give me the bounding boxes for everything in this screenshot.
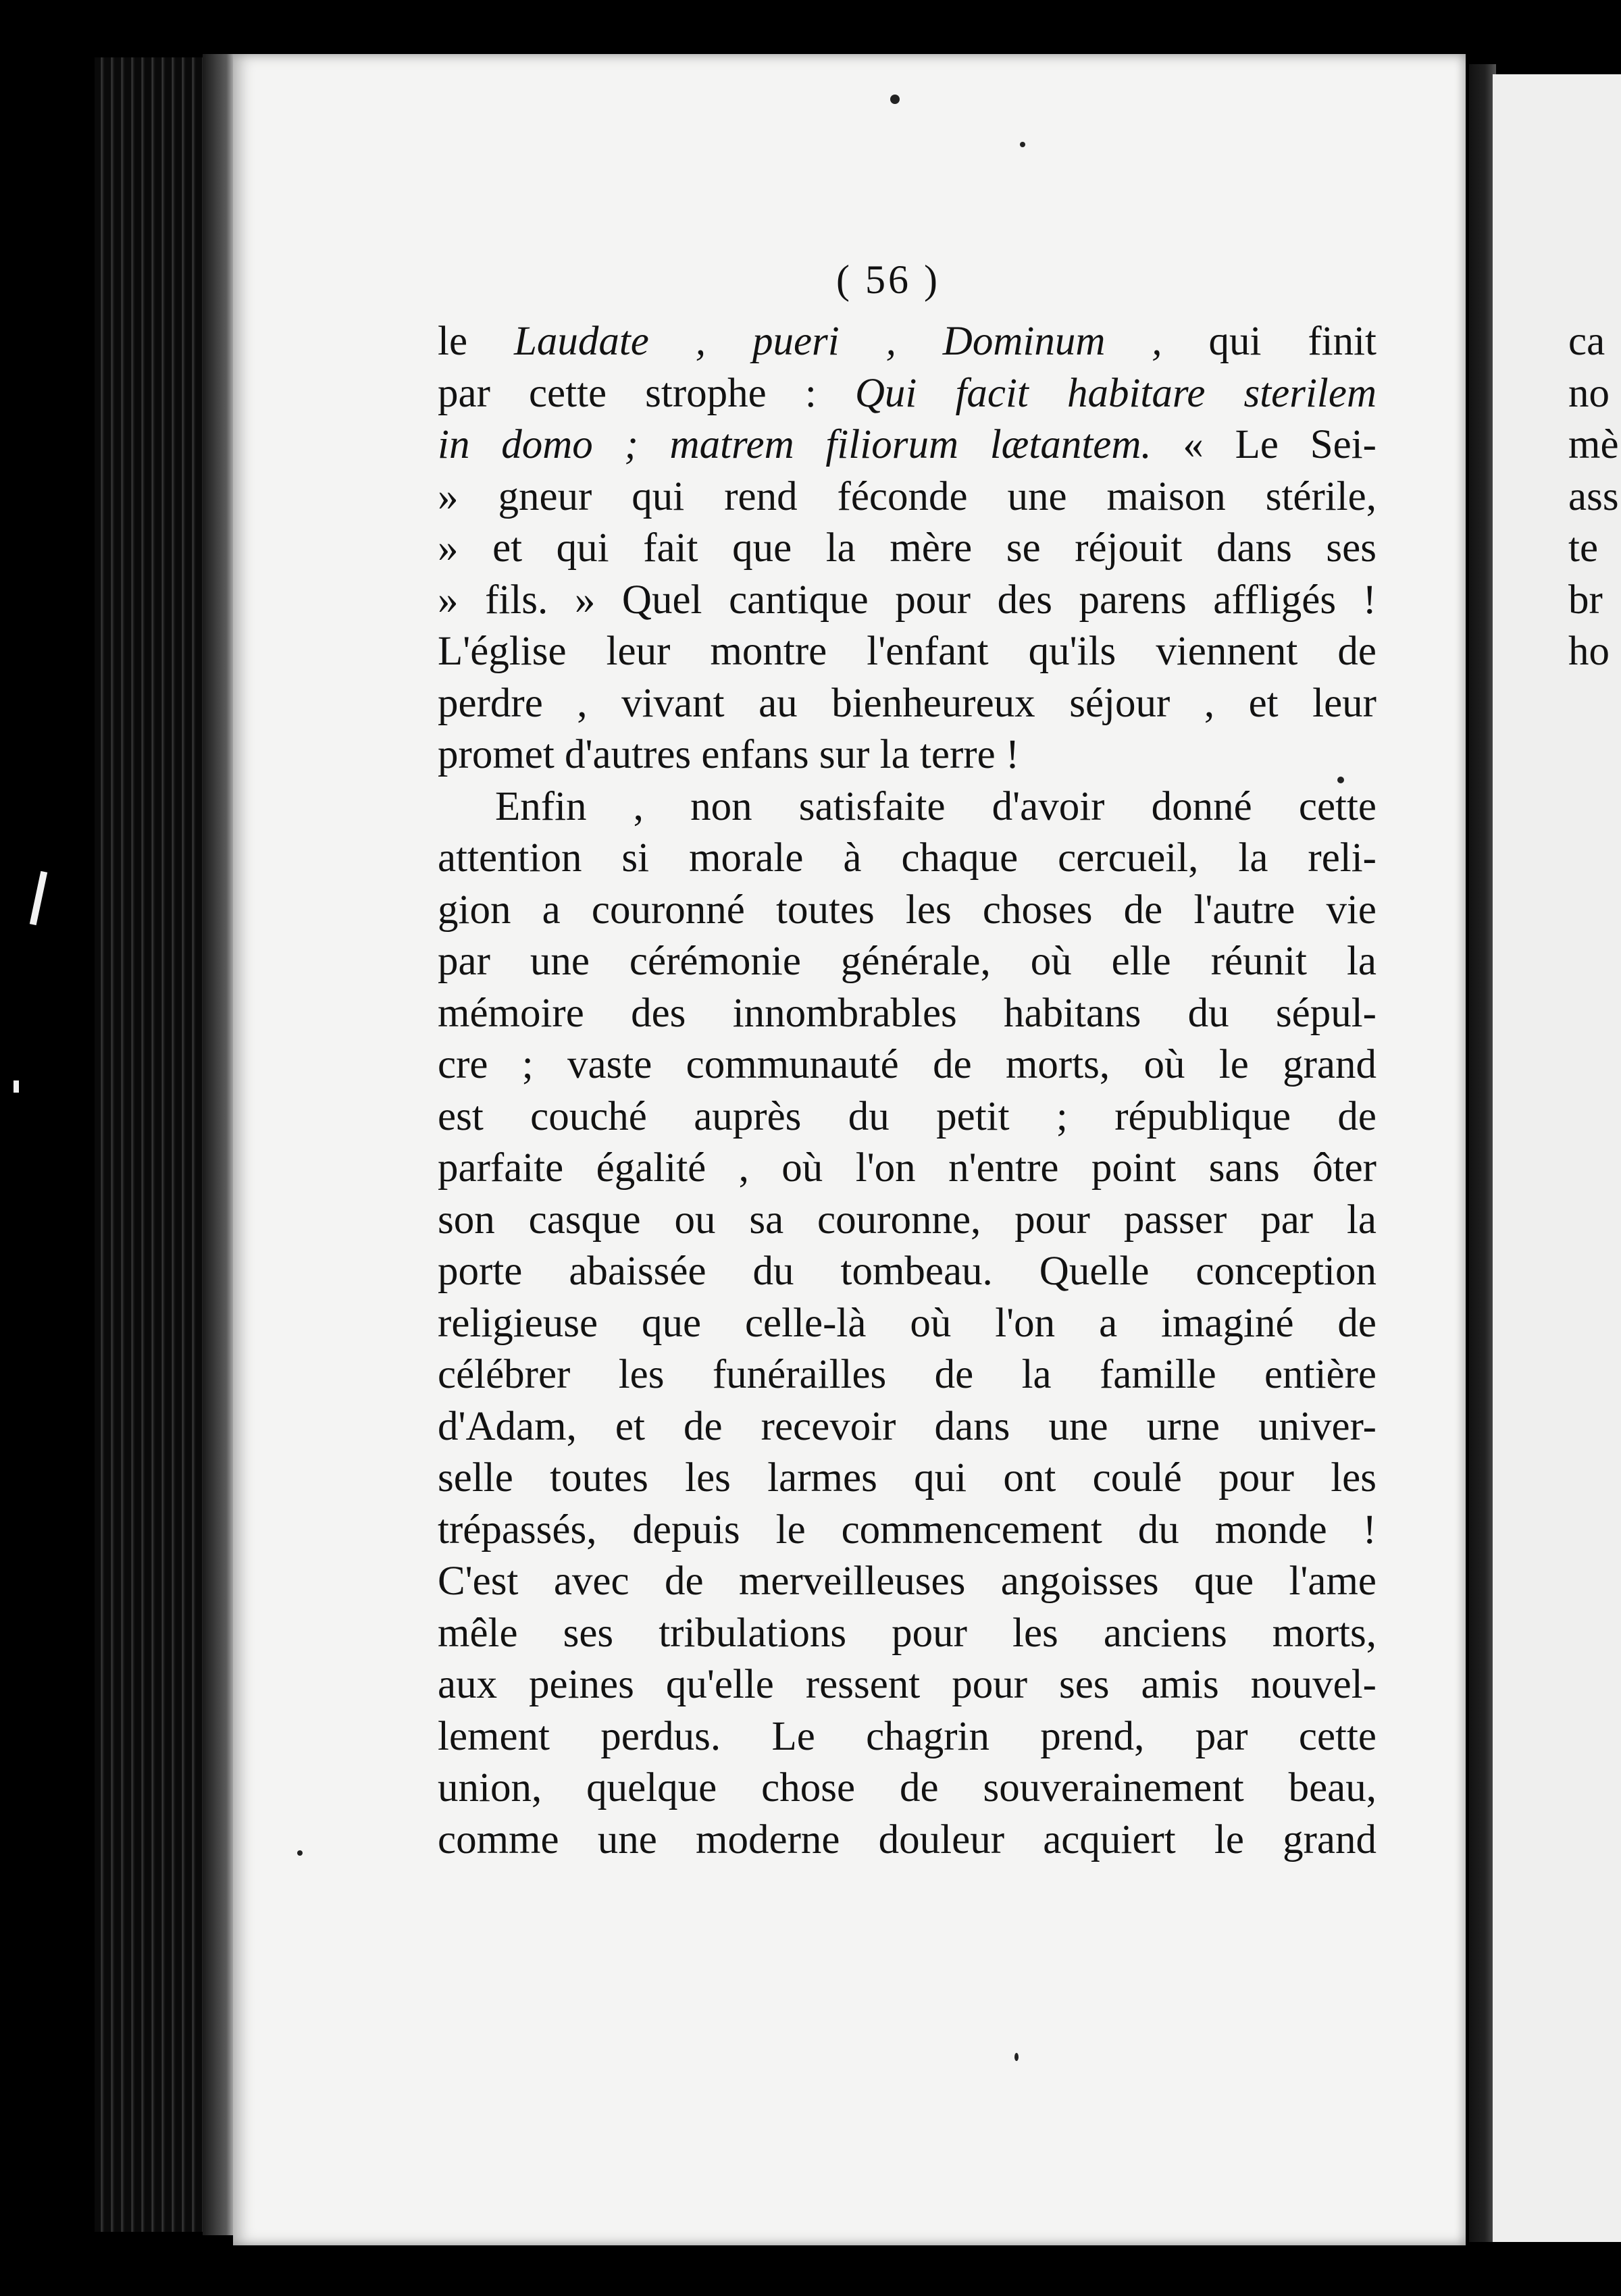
facing-page-fragment: ass [1568, 473, 1619, 519]
text-span: gion a couronné toutes les choses de l'autre vie [438, 887, 1376, 933]
text-line [438, 885, 1376, 937]
text-span: union, quelque chose de souverainement beau, [438, 1765, 1376, 1810]
text-span: C'est avec de merveilleuses angoisses que l'ame [438, 1559, 1376, 1604]
paper-speck [1014, 2053, 1019, 2061]
text-span: le [438, 319, 514, 364]
text-span: par cette strophe : [438, 370, 855, 416]
text-line [438, 1505, 1376, 1557]
text-span: comme une moderne douleur acquiert le grand [438, 1817, 1376, 1862]
text-span: cre ; vaste communauté de morts, où le grand [438, 1042, 1376, 1087]
facing-page-fragment: te [1568, 525, 1599, 571]
text-line [438, 1349, 1376, 1401]
paper-speck [890, 95, 900, 104]
facing-page-fragment: br [1568, 577, 1603, 623]
text-span: aux peines qu'elle ressent pour ses amis nouvel- [438, 1662, 1376, 1707]
text-span: mémoire des innombrables habitans du sépul- [438, 990, 1376, 1036]
body-text [438, 316, 1376, 1866]
text-span: » gneur qui rend féconde une maison stérile, [438, 473, 1376, 519]
text-span: porte abaissée du tombeau. Quelle conception [438, 1249, 1376, 1294]
page-tear-mark [14, 1080, 19, 1093]
text-line [438, 316, 1376, 368]
text-line [438, 1091, 1376, 1143]
text-line [438, 833, 1376, 885]
text-line [438, 1298, 1376, 1350]
text-line [438, 1659, 1376, 1711]
text-line [438, 575, 1376, 627]
text-line [438, 678, 1376, 730]
text-span: d'Adam, et de recevoir dans une urne univer- [438, 1403, 1376, 1449]
text-span: L'église leur montre l'enfant qu'ils viennent de [438, 629, 1376, 674]
text-span: religieuse que celle-là où l'on a imaginé de [438, 1300, 1376, 1346]
text-line [438, 1815, 1376, 1867]
page-number: ( 56 ) [836, 257, 940, 302]
text-line [438, 729, 1376, 781]
facing-page-fragment: mè [1568, 422, 1619, 467]
paper-speck [1020, 142, 1025, 147]
text-line [438, 419, 1376, 471]
text-span: promet d'autres enfans sur la terre ! [438, 732, 1020, 777]
text-line [438, 1763, 1376, 1815]
text-line [438, 626, 1376, 678]
text-span: est couché auprès du petit ; république de [438, 1093, 1376, 1139]
facing-page-gutter [1469, 64, 1496, 2242]
text-span: Enfin , non satisfaite d'avoir donné cette [495, 783, 1376, 829]
facing-page-fragment: ca [1568, 319, 1605, 364]
text-line [438, 1246, 1376, 1298]
text-line [438, 471, 1376, 523]
text-line [438, 1401, 1376, 1453]
text-line [438, 1195, 1376, 1247]
text-span: mêle ses tribulations pour les anciens morts, [438, 1610, 1376, 1656]
text-span: qui finit [1162, 319, 1376, 364]
page-gutter-shadow [203, 54, 236, 2235]
text-span: parfaite égalité , où l'on n'entre point sans ôter [438, 1145, 1376, 1191]
text-span: « Le Sei- [1151, 422, 1376, 467]
text-line [438, 988, 1376, 1040]
latin-italic-span: Qui facit habitare sterilem [854, 370, 1377, 416]
facing-page-text [1568, 316, 1619, 678]
text-line [438, 1608, 1376, 1660]
facing-page-fragment: ho [1568, 629, 1610, 674]
text-span: perdre , vivant au bienheureux séjour , et leur [438, 680, 1376, 726]
text-span: son casque ou sa couronne, pour passer par la [438, 1197, 1376, 1243]
text-span: lement perdus. Le chagrin prend, par cette [438, 1713, 1376, 1759]
text-line [438, 368, 1376, 420]
text-line [438, 1143, 1376, 1195]
text-span: » et qui fait que la mère se réjouit dans ses [438, 525, 1376, 571]
text-span: » fils. » Quel cantique pour des parens affligés ! [438, 577, 1376, 623]
text-line [438, 936, 1376, 988]
latin-italic-span: in domo ; matrem filiorum lætantem. [438, 422, 1152, 467]
text-line [438, 523, 1376, 575]
text-line [438, 1711, 1376, 1763]
facing-page-fragment: no [1568, 370, 1610, 416]
text-line [438, 1453, 1376, 1505]
text-span: attention si morale à chaque cercueil, la reli- [438, 835, 1376, 881]
paper-speck [297, 1850, 303, 1856]
latin-italic-span: Laudate , pueri , Dominum , [513, 319, 1162, 364]
text-line [438, 781, 1376, 833]
text-span: selle toutes les larmes qui ont coulé pour les [438, 1455, 1376, 1501]
page-tear-mark [30, 871, 47, 925]
text-line [438, 1039, 1376, 1091]
text-span: par une cérémonie générale, où elle réunit la [438, 939, 1376, 984]
text-line [438, 1556, 1376, 1608]
text-span: trépassés, depuis le commencement du monde ! [438, 1507, 1376, 1553]
text-span: célébrer les funérailles de la famille entière [438, 1352, 1376, 1397]
